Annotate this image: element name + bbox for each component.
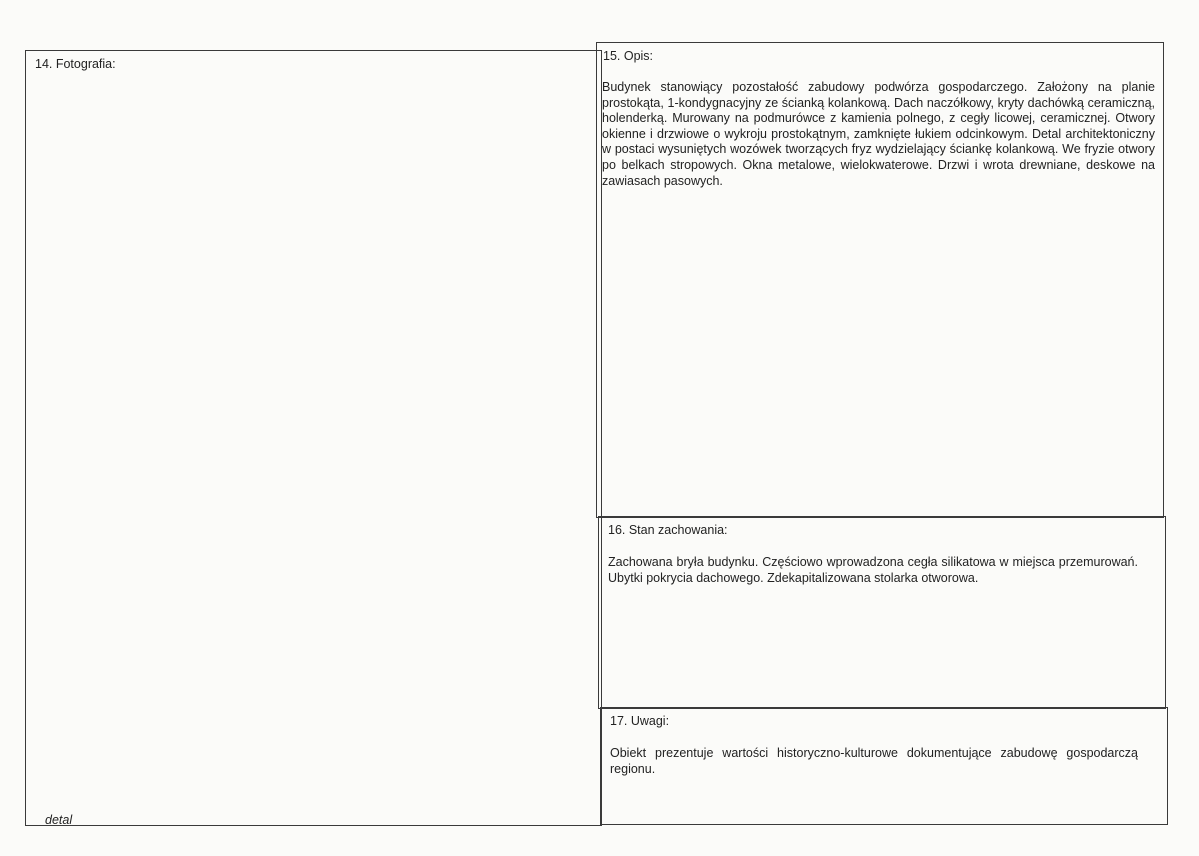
description-text: Budynek stanowiący pozostałość zabudowy podwórza gospodarczego. Założony na planie prostokąta, 1-kondygnacyjny ze ścianką kolankową. Dach naczółkowy, kryty dachówką ceramiczną, holenderką. Murowany na podmurówce z kamienia polnego, z cegły licowej, ceramicznej. Otwory okienne i drzwiowe o wykroju prostokątnym, zamknięte łukiem odcinkowym. Detal architektoniczny w postaci wysuniętych wozówek tworzących fryz wydzielający ściankę kolankową. We fryzie otwory po belkach stropowych. Okna metalowe, wielokwaterowe. Drzwi i wrota drewniane, deskowe na zawiasach pasowych. bbox=[602, 80, 1155, 188]
condition-section bbox=[598, 516, 1166, 709]
photo-caption: detal bbox=[45, 813, 73, 827]
notes-section bbox=[600, 707, 1168, 825]
notes-label: 17. Uwagi: bbox=[610, 714, 670, 728]
photo-label: 14. Fotografia: bbox=[35, 57, 116, 71]
description-section bbox=[596, 42, 1164, 518]
photo-section bbox=[25, 50, 602, 826]
description-label: 15. Opis: bbox=[603, 49, 654, 63]
notes-text: Obiekt prezentuje wartości historyczno-kulturowe dokumentujące zabudowę gospodarczą regionu. bbox=[610, 746, 1138, 776]
condition-text: Zachowana bryła budynku. Częściowo wprowadzona cegła silikatowa w miejsca przemurowań. Ubytki pokrycia dachowego. Zdekapitalizowana stolarka otworowa. bbox=[608, 555, 1138, 585]
condition-label: 16. Stan zachowania: bbox=[608, 523, 728, 537]
